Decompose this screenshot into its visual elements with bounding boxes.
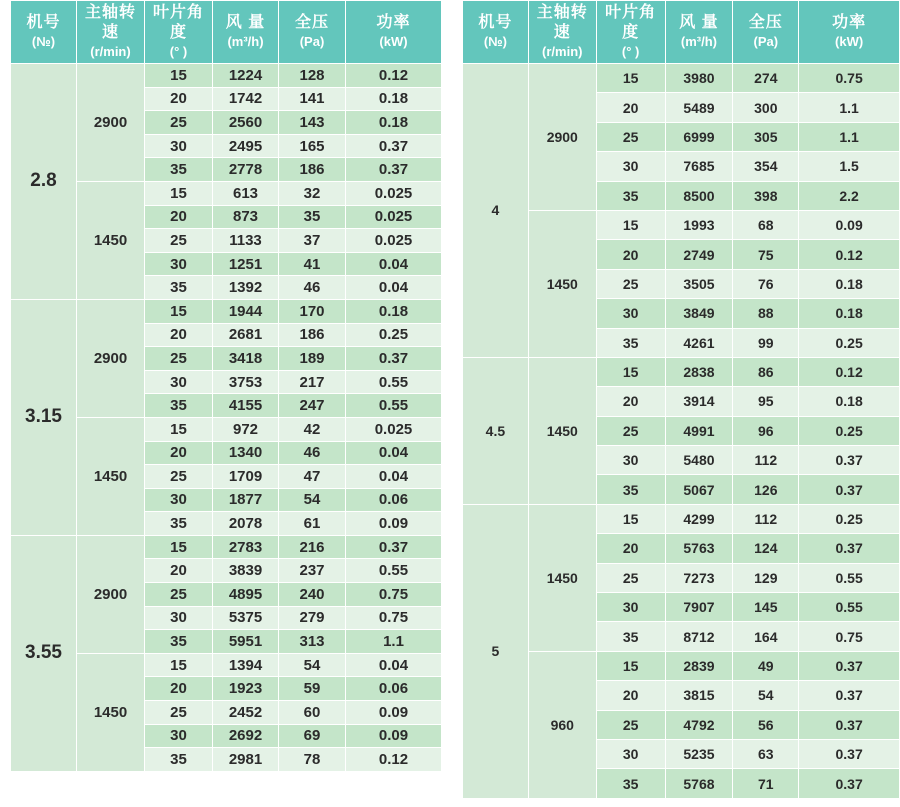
airflow-cell: 1709 <box>213 465 279 489</box>
power-cell: 0.18 <box>346 299 442 323</box>
pressure-cell: 217 <box>279 370 346 394</box>
power-cell: 0.55 <box>346 394 442 418</box>
power-cell: 0.18 <box>799 387 900 416</box>
pressure-cell: 49 <box>733 651 799 680</box>
pressure-cell: 86 <box>733 357 799 386</box>
airflow-cell: 5235 <box>665 739 733 768</box>
header-pressure <box>279 1 346 64</box>
pressure-cell: 237 <box>279 559 346 583</box>
airflow-cell: 7273 <box>665 563 733 592</box>
airflow-cell: 5067 <box>665 475 733 504</box>
airflow-cell: 8500 <box>665 181 733 210</box>
pressure-cell: 32 <box>279 181 346 205</box>
speed-cell: 1450 <box>77 417 145 535</box>
header-angle-title: 叶片角度 <box>605 4 657 41</box>
pressure-cell: 165 <box>279 134 346 158</box>
angle-cell: 25 <box>596 563 665 592</box>
model-number-cell: 4 <box>463 64 529 358</box>
table-row <box>463 504 900 533</box>
header-angle-title: 叶片角度 <box>152 4 204 41</box>
pressure-cell: 47 <box>279 465 346 489</box>
pressure-cell: 189 <box>279 347 346 371</box>
header-pressure-unit: (Pa) <box>299 34 325 49</box>
pressure-cell: 274 <box>733 64 799 93</box>
airflow-cell: 1394 <box>213 653 279 677</box>
airflow-cell: 2495 <box>213 134 279 158</box>
header-pressure <box>733 1 799 64</box>
pressure-cell: 41 <box>279 252 346 276</box>
pressure-cell: 60 <box>279 701 346 725</box>
pressure-cell: 46 <box>279 441 346 465</box>
power-cell: 0.55 <box>346 370 442 394</box>
header-speed-unit: (r/min) <box>542 44 583 59</box>
power-cell: 0.12 <box>346 64 442 88</box>
header-airflow <box>213 1 279 64</box>
power-cell: 0.04 <box>346 465 442 489</box>
angle-cell: 35 <box>596 328 665 357</box>
pressure-cell: 78 <box>279 748 346 772</box>
pressure-cell: 186 <box>279 323 346 347</box>
airflow-cell: 1340 <box>213 441 279 465</box>
pressure-cell: 170 <box>279 299 346 323</box>
power-cell: 0.12 <box>799 357 900 386</box>
pressure-cell: 126 <box>733 475 799 504</box>
airflow-cell: 1993 <box>665 210 733 239</box>
angle-cell: 25 <box>145 701 213 725</box>
power-cell: 0.25 <box>799 328 900 357</box>
airflow-cell: 1742 <box>213 87 279 111</box>
power-cell: 0.37 <box>799 681 900 710</box>
power-cell: 0.37 <box>346 347 442 371</box>
pressure-cell: 124 <box>733 534 799 563</box>
angle-cell: 30 <box>596 152 665 181</box>
angle-cell: 35 <box>145 158 213 182</box>
airflow-cell: 2838 <box>665 357 733 386</box>
airflow-cell: 4991 <box>665 416 733 445</box>
table-row <box>463 357 900 386</box>
speed-cell: 2900 <box>77 299 145 417</box>
power-cell: 0.75 <box>346 606 442 630</box>
header-power-title: 功率 <box>376 14 411 31</box>
pressure-cell: 59 <box>279 677 346 701</box>
speed-cell: 1450 <box>77 181 145 299</box>
speed-cell: 2900 <box>77 535 145 653</box>
power-cell: 0.25 <box>346 323 442 347</box>
angle-cell: 15 <box>145 181 213 205</box>
model-number-cell: 5 <box>463 504 529 798</box>
airflow-cell: 5489 <box>665 93 733 122</box>
airflow-cell: 3914 <box>665 387 733 416</box>
airflow-cell: 1133 <box>213 229 279 253</box>
airflow-cell: 3418 <box>213 347 279 371</box>
power-cell: 0.37 <box>346 158 442 182</box>
airflow-cell: 2681 <box>213 323 279 347</box>
airflow-cell: 2560 <box>213 111 279 135</box>
header-angle-unit: (° ) <box>169 44 188 59</box>
model-number-cell: 3.15 <box>11 299 77 535</box>
angle-cell: 15 <box>145 64 213 88</box>
pressure-cell: 145 <box>733 593 799 622</box>
airflow-cell: 2783 <box>213 535 279 559</box>
power-cell: 0.37 <box>799 769 900 798</box>
angle-cell: 20 <box>596 534 665 563</box>
header-speed <box>528 1 596 64</box>
airflow-cell: 613 <box>213 181 279 205</box>
angle-cell: 30 <box>596 446 665 475</box>
angle-cell: 15 <box>145 653 213 677</box>
angle-cell: 25 <box>596 269 665 298</box>
angle-cell: 25 <box>145 583 213 607</box>
power-cell: 0.06 <box>346 677 442 701</box>
angle-cell: 25 <box>596 122 665 151</box>
pressure-cell: 313 <box>279 630 346 654</box>
power-cell: 0.55 <box>799 563 900 592</box>
airflow-cell: 4155 <box>213 394 279 418</box>
pressure-cell: 247 <box>279 394 346 418</box>
header-model <box>463 1 529 64</box>
airflow-cell: 1392 <box>213 276 279 300</box>
angle-cell: 35 <box>145 394 213 418</box>
header-power <box>346 1 442 64</box>
pressure-cell: 305 <box>733 122 799 151</box>
power-cell: 1.1 <box>799 122 900 151</box>
header-airflow-unit: (m³/h) <box>680 34 717 49</box>
pressure-cell: 143 <box>279 111 346 135</box>
airflow-cell: 2981 <box>213 748 279 772</box>
header-model-unit: (№) <box>31 34 56 49</box>
angle-cell: 30 <box>596 739 665 768</box>
pressure-cell: 398 <box>733 181 799 210</box>
angle-cell: 25 <box>145 111 213 135</box>
pressure-cell: 95 <box>733 387 799 416</box>
power-cell: 0.37 <box>799 710 900 739</box>
header-airflow-unit: (m³/h) <box>227 34 264 49</box>
angle-cell: 20 <box>596 93 665 122</box>
power-cell: 0.025 <box>346 205 442 229</box>
pressure-cell: 54 <box>733 681 799 710</box>
header-power-unit: (kW) <box>379 34 408 49</box>
airflow-cell: 5375 <box>213 606 279 630</box>
power-cell: 0.55 <box>346 559 442 583</box>
model-number-cell: 4.5 <box>463 357 529 504</box>
power-cell: 0.06 <box>346 488 442 512</box>
header-angle <box>145 1 213 64</box>
fan-spec-table-right <box>462 0 900 799</box>
airflow-cell: 1877 <box>213 488 279 512</box>
header-pressure-title: 全压 <box>748 14 783 31</box>
pressure-cell: 46 <box>279 276 346 300</box>
power-cell: 0.37 <box>799 739 900 768</box>
airflow-cell: 3849 <box>665 299 733 328</box>
angle-cell: 30 <box>596 593 665 622</box>
airflow-cell: 4895 <box>213 583 279 607</box>
pressure-cell: 186 <box>279 158 346 182</box>
header-model-title: 机号 <box>26 14 61 31</box>
angle-cell: 25 <box>145 347 213 371</box>
angle-cell: 30 <box>596 299 665 328</box>
speed-cell: 2900 <box>528 64 596 211</box>
header-model <box>11 1 77 64</box>
airflow-cell: 8712 <box>665 622 733 651</box>
airflow-cell: 4261 <box>665 328 733 357</box>
pressure-cell: 56 <box>733 710 799 739</box>
angle-cell: 20 <box>145 677 213 701</box>
airflow-cell: 6999 <box>665 122 733 151</box>
table-row <box>463 64 900 93</box>
pressure-cell: 35 <box>279 205 346 229</box>
angle-cell: 15 <box>596 651 665 680</box>
header-model-unit: (№) <box>483 34 507 49</box>
airflow-cell: 2778 <box>213 158 279 182</box>
pressure-cell: 354 <box>733 152 799 181</box>
header-row <box>463 1 900 64</box>
table-body <box>463 64 900 799</box>
angle-cell: 20 <box>145 323 213 347</box>
angle-cell: 25 <box>596 416 665 445</box>
pressure-cell: 141 <box>279 87 346 111</box>
table-row <box>11 535 442 559</box>
pressure-cell: 42 <box>279 417 346 441</box>
power-cell: 0.18 <box>346 87 442 111</box>
header-model-title: 机号 <box>478 14 513 31</box>
pressure-cell: 54 <box>279 653 346 677</box>
pressure-cell: 54 <box>279 488 346 512</box>
header-airflow-title: 风 量 <box>679 14 719 31</box>
header-power-unit: (kW) <box>835 34 864 49</box>
speed-cell: 2900 <box>77 64 145 182</box>
power-cell: 0.37 <box>346 134 442 158</box>
table-row <box>11 299 442 323</box>
angle-cell: 15 <box>145 299 213 323</box>
power-cell: 1.5 <box>799 152 900 181</box>
power-cell: 0.37 <box>799 651 900 680</box>
header-angle-unit: (° ) <box>621 44 640 59</box>
power-cell: 1.1 <box>799 93 900 122</box>
table-row <box>11 64 442 88</box>
angle-cell: 35 <box>145 630 213 654</box>
pressure-cell: 300 <box>733 93 799 122</box>
speed-cell: 960 <box>528 651 596 798</box>
power-cell: 0.04 <box>346 441 442 465</box>
pressure-cell: 69 <box>279 724 346 748</box>
angle-cell: 15 <box>596 64 665 93</box>
power-cell: 0.12 <box>799 240 900 269</box>
angle-cell: 35 <box>145 276 213 300</box>
fan-spec-table-left <box>10 0 442 772</box>
angle-cell: 20 <box>145 205 213 229</box>
airflow-cell: 1923 <box>213 677 279 701</box>
airflow-cell: 7907 <box>665 593 733 622</box>
pressure-cell: 71 <box>733 769 799 798</box>
pressure-cell: 112 <box>733 504 799 533</box>
pressure-cell: 68 <box>733 210 799 239</box>
pressure-cell: 240 <box>279 583 346 607</box>
angle-cell: 35 <box>596 475 665 504</box>
pressure-cell: 128 <box>279 64 346 88</box>
pressure-cell: 63 <box>733 739 799 768</box>
power-cell: 0.09 <box>346 724 442 748</box>
angle-cell: 30 <box>145 488 213 512</box>
airflow-cell: 1944 <box>213 299 279 323</box>
power-cell: 0.37 <box>799 446 900 475</box>
speed-cell: 1450 <box>528 210 596 357</box>
angle-cell: 30 <box>145 252 213 276</box>
airflow-cell: 3839 <box>213 559 279 583</box>
angle-cell: 30 <box>145 724 213 748</box>
pressure-cell: 279 <box>279 606 346 630</box>
power-cell: 0.37 <box>799 475 900 504</box>
pressure-cell: 99 <box>733 328 799 357</box>
airflow-cell: 7685 <box>665 152 733 181</box>
header-row <box>11 1 442 64</box>
power-cell: 0.37 <box>346 535 442 559</box>
power-cell: 0.75 <box>799 622 900 651</box>
airflow-cell: 2078 <box>213 512 279 536</box>
angle-cell: 20 <box>596 681 665 710</box>
angle-cell: 20 <box>596 240 665 269</box>
angle-cell: 30 <box>145 606 213 630</box>
angle-cell: 15 <box>145 417 213 441</box>
power-cell: 0.04 <box>346 276 442 300</box>
table-body <box>11 64 442 772</box>
angle-cell: 35 <box>145 748 213 772</box>
angle-cell: 25 <box>145 465 213 489</box>
pressure-cell: 96 <box>733 416 799 445</box>
power-cell: 0.25 <box>799 504 900 533</box>
power-cell: 0.09 <box>799 210 900 239</box>
power-cell: 0.025 <box>346 181 442 205</box>
angle-cell: 35 <box>596 769 665 798</box>
pressure-cell: 76 <box>733 269 799 298</box>
pressure-cell: 88 <box>733 299 799 328</box>
header-power <box>799 1 900 64</box>
airflow-cell: 3815 <box>665 681 733 710</box>
pressure-cell: 164 <box>733 622 799 651</box>
airflow-cell: 2692 <box>213 724 279 748</box>
angle-cell: 20 <box>145 559 213 583</box>
header-pressure-title: 全压 <box>294 14 329 31</box>
power-cell: 0.37 <box>799 534 900 563</box>
power-cell: 0.12 <box>346 748 442 772</box>
header-speed-title: 主轴转速 <box>84 4 136 41</box>
pressure-cell: 75 <box>733 240 799 269</box>
airflow-cell: 5763 <box>665 534 733 563</box>
pressure-cell: 61 <box>279 512 346 536</box>
speed-cell: 1450 <box>528 504 596 651</box>
airflow-cell: 2839 <box>665 651 733 680</box>
angle-cell: 15 <box>145 535 213 559</box>
header-power-title: 功率 <box>832 14 867 31</box>
angle-cell: 35 <box>596 181 665 210</box>
angle-cell: 15 <box>596 504 665 533</box>
airflow-cell: 1251 <box>213 252 279 276</box>
power-cell: 0.025 <box>346 229 442 253</box>
angle-cell: 15 <box>596 357 665 386</box>
power-cell: 0.55 <box>799 593 900 622</box>
power-cell: 0.04 <box>346 653 442 677</box>
power-cell: 0.09 <box>346 701 442 725</box>
pressure-cell: 129 <box>733 563 799 592</box>
angle-cell: 20 <box>145 441 213 465</box>
airflow-cell: 2749 <box>665 240 733 269</box>
angle-cell: 35 <box>596 622 665 651</box>
airflow-cell: 2452 <box>213 701 279 725</box>
pressure-cell: 37 <box>279 229 346 253</box>
power-cell: 0.18 <box>346 111 442 135</box>
airflow-cell: 5480 <box>665 446 733 475</box>
power-cell: 0.025 <box>346 417 442 441</box>
speed-cell: 1450 <box>77 653 145 771</box>
airflow-cell: 873 <box>213 205 279 229</box>
angle-cell: 30 <box>145 370 213 394</box>
power-cell: 2.2 <box>799 181 900 210</box>
angle-cell: 35 <box>145 512 213 536</box>
angle-cell: 20 <box>596 387 665 416</box>
header-speed <box>77 1 145 64</box>
airflow-cell: 4792 <box>665 710 733 739</box>
pressure-cell: 112 <box>733 446 799 475</box>
power-cell: 0.25 <box>799 416 900 445</box>
power-cell: 0.75 <box>346 583 442 607</box>
power-cell: 0.04 <box>346 252 442 276</box>
speed-cell: 1450 <box>528 357 596 504</box>
airflow-cell: 5951 <box>213 630 279 654</box>
airflow-cell: 5768 <box>665 769 733 798</box>
angle-cell: 15 <box>596 210 665 239</box>
header-angle <box>596 1 665 64</box>
header-airflow-title: 风 量 <box>225 14 266 31</box>
header-airflow <box>665 1 733 64</box>
angle-cell: 30 <box>145 134 213 158</box>
power-cell: 0.18 <box>799 269 900 298</box>
airflow-cell: 4299 <box>665 504 733 533</box>
pressure-cell: 216 <box>279 535 346 559</box>
airflow-cell: 1224 <box>213 64 279 88</box>
power-cell: 0.75 <box>799 64 900 93</box>
airflow-cell: 3980 <box>665 64 733 93</box>
header-speed-unit: (r/min) <box>90 44 131 59</box>
power-cell: 0.18 <box>799 299 900 328</box>
table-row <box>463 210 900 239</box>
angle-cell: 25 <box>145 229 213 253</box>
header-pressure-unit: (Pa) <box>753 34 779 49</box>
airflow-cell: 3753 <box>213 370 279 394</box>
header-speed-title: 主轴转速 <box>536 4 588 41</box>
power-cell: 0.09 <box>346 512 442 536</box>
angle-cell: 25 <box>596 710 665 739</box>
model-number-cell: 3.55 <box>11 535 77 771</box>
power-cell: 1.1 <box>346 630 442 654</box>
airflow-cell: 3505 <box>665 269 733 298</box>
model-number-cell: 2.8 <box>11 64 77 300</box>
table-row <box>463 651 900 680</box>
airflow-cell: 972 <box>213 417 279 441</box>
angle-cell: 20 <box>145 87 213 111</box>
